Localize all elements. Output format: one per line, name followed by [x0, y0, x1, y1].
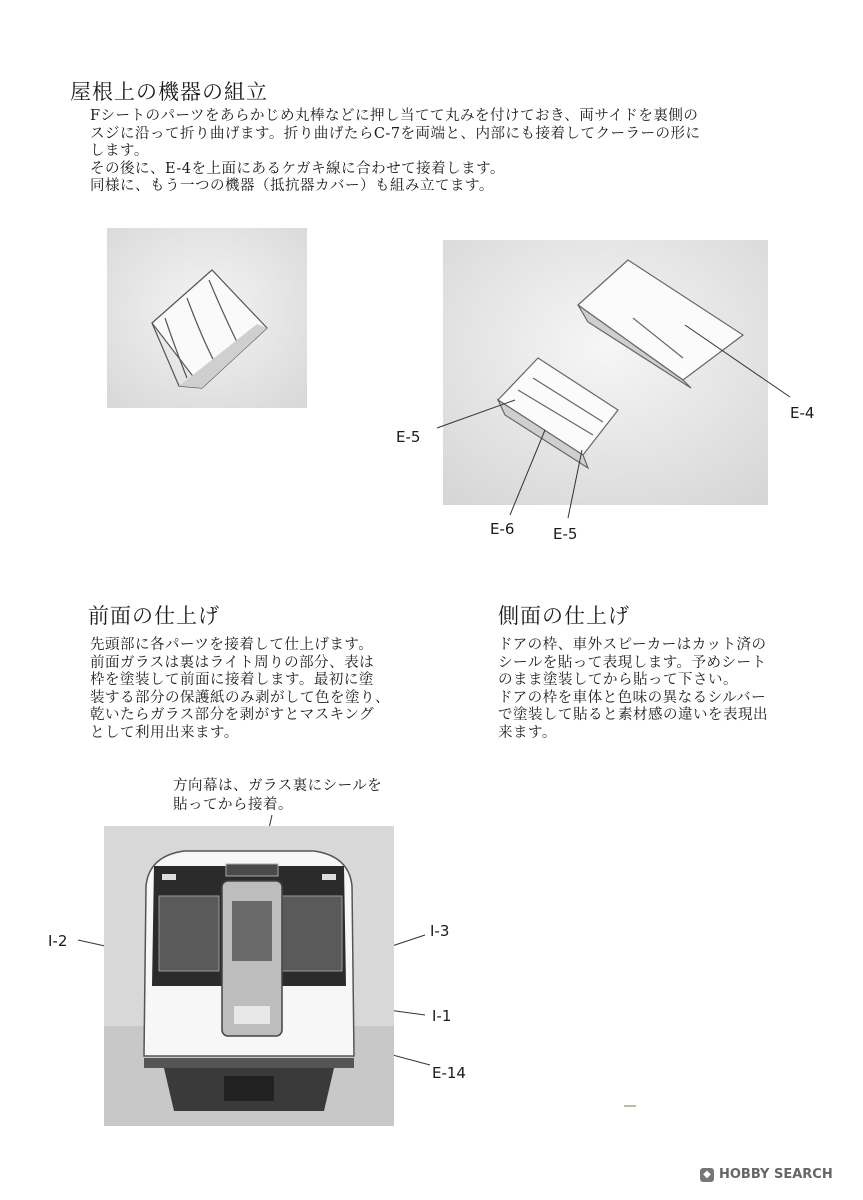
front-line: として利用出来ます。 — [90, 724, 239, 741]
side-line: ドアの枠を車体と色味の異なるシルバー — [498, 689, 767, 706]
side-line: シールを貼って表現します。予めシート — [498, 654, 767, 671]
front-line: 先頭部に各パーツを接着して仕上げます。 — [90, 637, 374, 653]
roof-line: Fシートのパーツをあらかじめ丸棒などに押し当てて丸みを付けておき、両サイドを裏側の — [90, 108, 699, 124]
watermark-text: HOBBY SEARCH — [719, 1167, 833, 1182]
side-instructions — [498, 637, 768, 742]
front-line: 枠を塗装して前面に接着します。最初に塗 — [90, 672, 374, 688]
roof-line: スジに沿って折り曲げます。折り曲げたらC-7を両端と、内部にも接着してクーラーの形に — [90, 125, 701, 142]
label-e4: E-4 — [790, 404, 815, 422]
front-line: 乾いたらガラス部分を剥がすとマスキング — [90, 707, 375, 723]
front-instructions — [90, 637, 390, 742]
roof-line: 同様に、もう一つの機器（抵抗器カバー）も組み立てます。 — [90, 178, 494, 194]
label-e6: E-6 — [490, 520, 515, 538]
front-section-title: 前面の仕上げ — [88, 604, 220, 628]
stray-mark — [624, 1100, 636, 1107]
label-i3: I-3 — [430, 922, 450, 940]
roof-line: その後に、E-4を上面にあるケガキ線に合わせて接着します。 — [90, 160, 506, 177]
watermark-logo-icon: ◆ — [700, 1168, 714, 1182]
watermark — [700, 1167, 833, 1182]
roof-section-title: 屋根上の機器の組立 — [70, 80, 268, 104]
side-line: のまま塗装してから貼って下さい。 — [498, 672, 738, 688]
roof-line: します。 — [90, 143, 149, 159]
label-i1: I-1 — [432, 1007, 452, 1025]
side-section-title: 側面の仕上げ — [498, 604, 630, 628]
front-line: 装する部分の保護紙のみ剥がして色を塗り、 — [90, 689, 390, 706]
label-e5-upper: E-5 — [396, 428, 421, 446]
side-line: ドアの枠、車外スピーカーはカット済の — [498, 637, 767, 653]
label-e14: E-14 — [432, 1064, 466, 1082]
side-line: 来ます。 — [498, 724, 557, 741]
train-front-photo — [104, 826, 394, 1126]
note-line: 方向幕は、ガラス裏にシールを — [173, 778, 383, 794]
label-e5-lower: E-5 — [553, 525, 578, 543]
note-line: 貼ってから接着。 — [173, 797, 293, 813]
side-line: で塗装して貼ると素材感の違いを表現出 — [498, 707, 768, 723]
label-i2: I-2 — [48, 932, 68, 950]
front-line: 前面ガラスは裏はライト周りの部分、表は — [90, 654, 375, 671]
destination-sign-note — [173, 777, 382, 815]
